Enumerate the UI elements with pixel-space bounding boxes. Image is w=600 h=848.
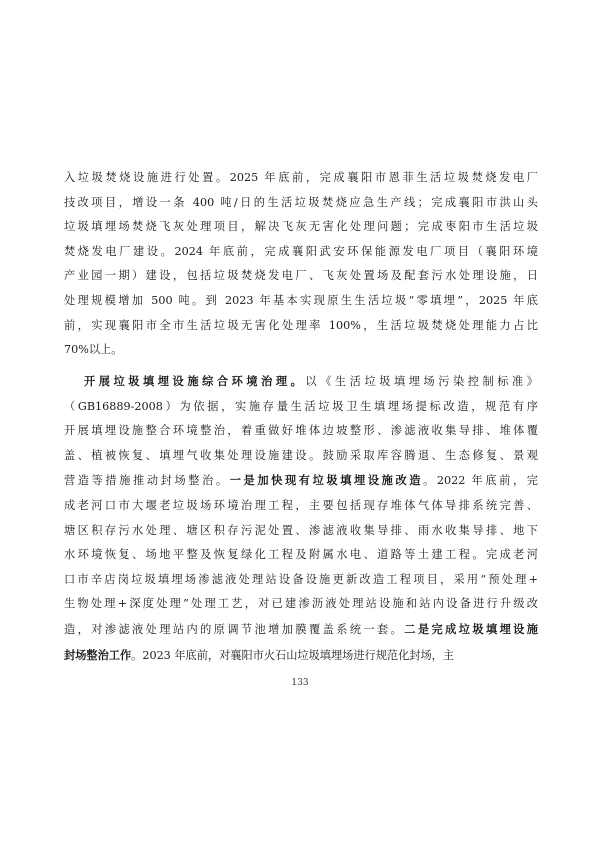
text-line (64, 617, 538, 643)
text-segment: 成老河口市大堰老垃圾场环境治理工程，主要包括现存堆体气体导排系统完善、 (64, 498, 538, 512)
text-line (64, 289, 538, 314)
text-segment: 营造等措施推动封场整治。 (64, 474, 230, 488)
text-segment: 开展填埋设施整合环境整治，着重做好堆体边坡整形、渗滤液收集导排、堆体覆 (64, 424, 538, 438)
text-line (64, 592, 538, 617)
text-segment: 产业园一期）建设，包括垃圾焚烧发电厂、飞灰处置场及配套污水处理设施，日 (64, 269, 538, 283)
text-line (64, 519, 538, 544)
bold-text-segment: 一是加快现有垃圾填埋设施改造 (229, 473, 424, 488)
text-line (64, 419, 538, 444)
text-segment: 口市辛店岗垃圾填埋场渗滤液处理站设备设施更新改造工程项目，采用“预处理+ (64, 572, 538, 586)
text-line (64, 543, 538, 568)
text-line (64, 444, 538, 469)
text-line (64, 191, 538, 216)
page-number: 133 (291, 678, 309, 688)
text-line (64, 240, 538, 265)
text-segment: 70%以上。 (64, 343, 123, 357)
text-line (64, 215, 538, 240)
text-segment: 水环境恢复、场地平整及恢复绿化工程及附属水电、道路等土建工程。完成老河 (64, 548, 538, 562)
text-line (64, 568, 538, 593)
paragraph-landfill-governance (64, 369, 538, 668)
bold-text-segment: 二是完成垃圾填埋设施 (404, 621, 538, 636)
text-line (64, 338, 538, 363)
text-segment: 。2023 年底前，对襄阳市火石山垃圾填埋场进行规范化封场，主 (131, 648, 455, 662)
text-segment: 前，实现襄阳市全市生活垃圾无害化处理率 100%，生活垃圾焚烧处理能力占比 (64, 318, 538, 332)
text-line (64, 369, 538, 395)
text-segment: 入垃圾焚烧设施进行处置。2025 年底前，完成襄阳市恩菲生活垃圾焚烧发电厂 (64, 171, 538, 184)
text-segment: 盖、植被恢复、填埋气收集处理设施建设。鼓励采取库容腾退、生态修复、景观 (64, 448, 538, 462)
text-segment: 焚烧发电厂建设。2024 年底前，完成襄阳武安环保能源发电厂项目（襄阳环境 (64, 244, 538, 258)
text-line (64, 468, 538, 494)
text-segment: （GB16889-2008）为依据，实施存量生活垃圾卫生填埋场提标改造，规范有序 (64, 399, 538, 413)
text-segment: 造，对渗滤液处理站内的原调节池增加膜覆盖系统一套。 (64, 622, 405, 636)
text-line (64, 494, 538, 519)
text-line (64, 395, 538, 420)
text-segment: 处理规模增加 500 吨。到 2023 年基本实现原生生活垃圾“零填埋”，2025 年底 (64, 293, 538, 307)
text-segment: 技改项目，增设一条 400 吨/日的生活垃圾焚烧应急生产线；完成襄阳市洪山头 (64, 195, 538, 209)
text-line (64, 643, 538, 669)
text-line (64, 166, 538, 191)
paragraph-incineration (64, 166, 538, 363)
text-segment: 塘区积存污水处理、塘区积存污泥处置、渗滤液收集导排、雨水收集导排、地下 (64, 523, 538, 537)
bold-text-segment: 开展垃圾填埋设施综合环境治理。 (84, 374, 306, 388)
text-segment: 。2022 年底前，完 (423, 474, 538, 488)
bold-text-segment: 封场整治工作 (64, 647, 132, 662)
text-segment: 垃圾填埋场焚烧飞灰处理项目，解决飞灰无害化处理问题；完成枣阳市生活垃圾 (64, 220, 538, 234)
text-line (64, 314, 538, 339)
text-segment: 以《生活垃圾填埋场污染控制标准》 (305, 375, 538, 388)
text-line (64, 264, 538, 289)
text-segment: 生物处理+深度处理”处理工艺，对已建渗沥液处理站设施和站内设备进行升级改 (64, 597, 538, 611)
